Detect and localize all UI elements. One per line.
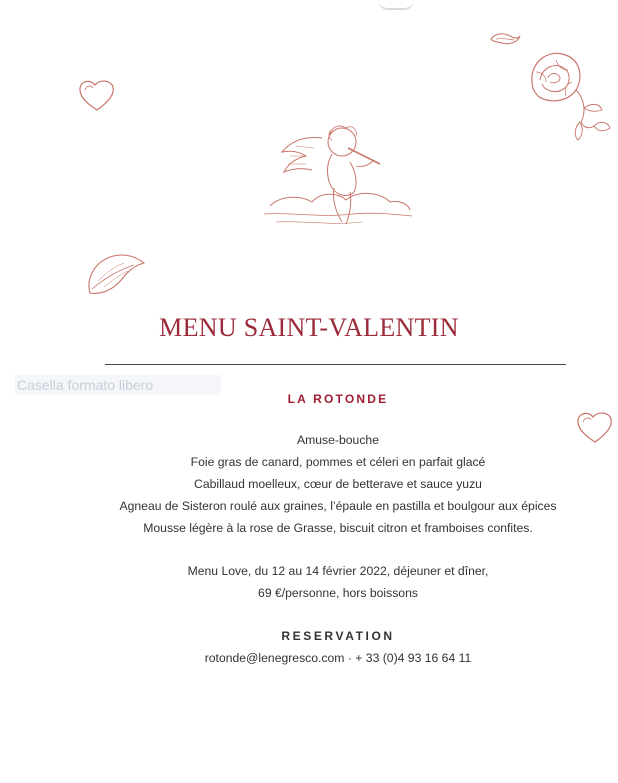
rose-icon (522, 42, 614, 142)
menu-dates: Menu Love, du 12 au 14 février 2022, déjeuner et dîner, (187, 564, 489, 578)
venue-name: LA ROTONDE (287, 392, 389, 406)
reservation-heading: RESERVATION (281, 629, 395, 643)
cupid-illustration (262, 118, 414, 240)
course-item: Amuse-bouche (297, 433, 379, 447)
course-item: Agneau de Sisteron roulé aux graines, l’épaule en pastilla et boulgour aux épices (119, 499, 557, 513)
free-text-field[interactable]: Casella formato libero (15, 375, 221, 395)
course-item: Foie gras de canard, pommes et céleri en parfait glacé (190, 455, 486, 469)
petal-icon (488, 30, 522, 48)
page-tab (378, 0, 414, 10)
reservation-contact[interactable]: rotonde@lenegresco.com · + 33 (0)4 93 16 64 11 (204, 651, 472, 665)
petal-icon (84, 249, 148, 297)
heart-icon (76, 76, 118, 114)
menu-price: 69 €/personne, hors boissons (258, 586, 418, 600)
menu-title: MENU SAINT-VALENTIN (159, 313, 459, 342)
divider (105, 364, 566, 365)
course-item: Cabillaud moelleux, cœur de betterave et sauce yuzu (194, 477, 482, 491)
course-item: Mousse légère à la rose de Grasse, biscuit citron et framboises confites. (143, 521, 533, 535)
